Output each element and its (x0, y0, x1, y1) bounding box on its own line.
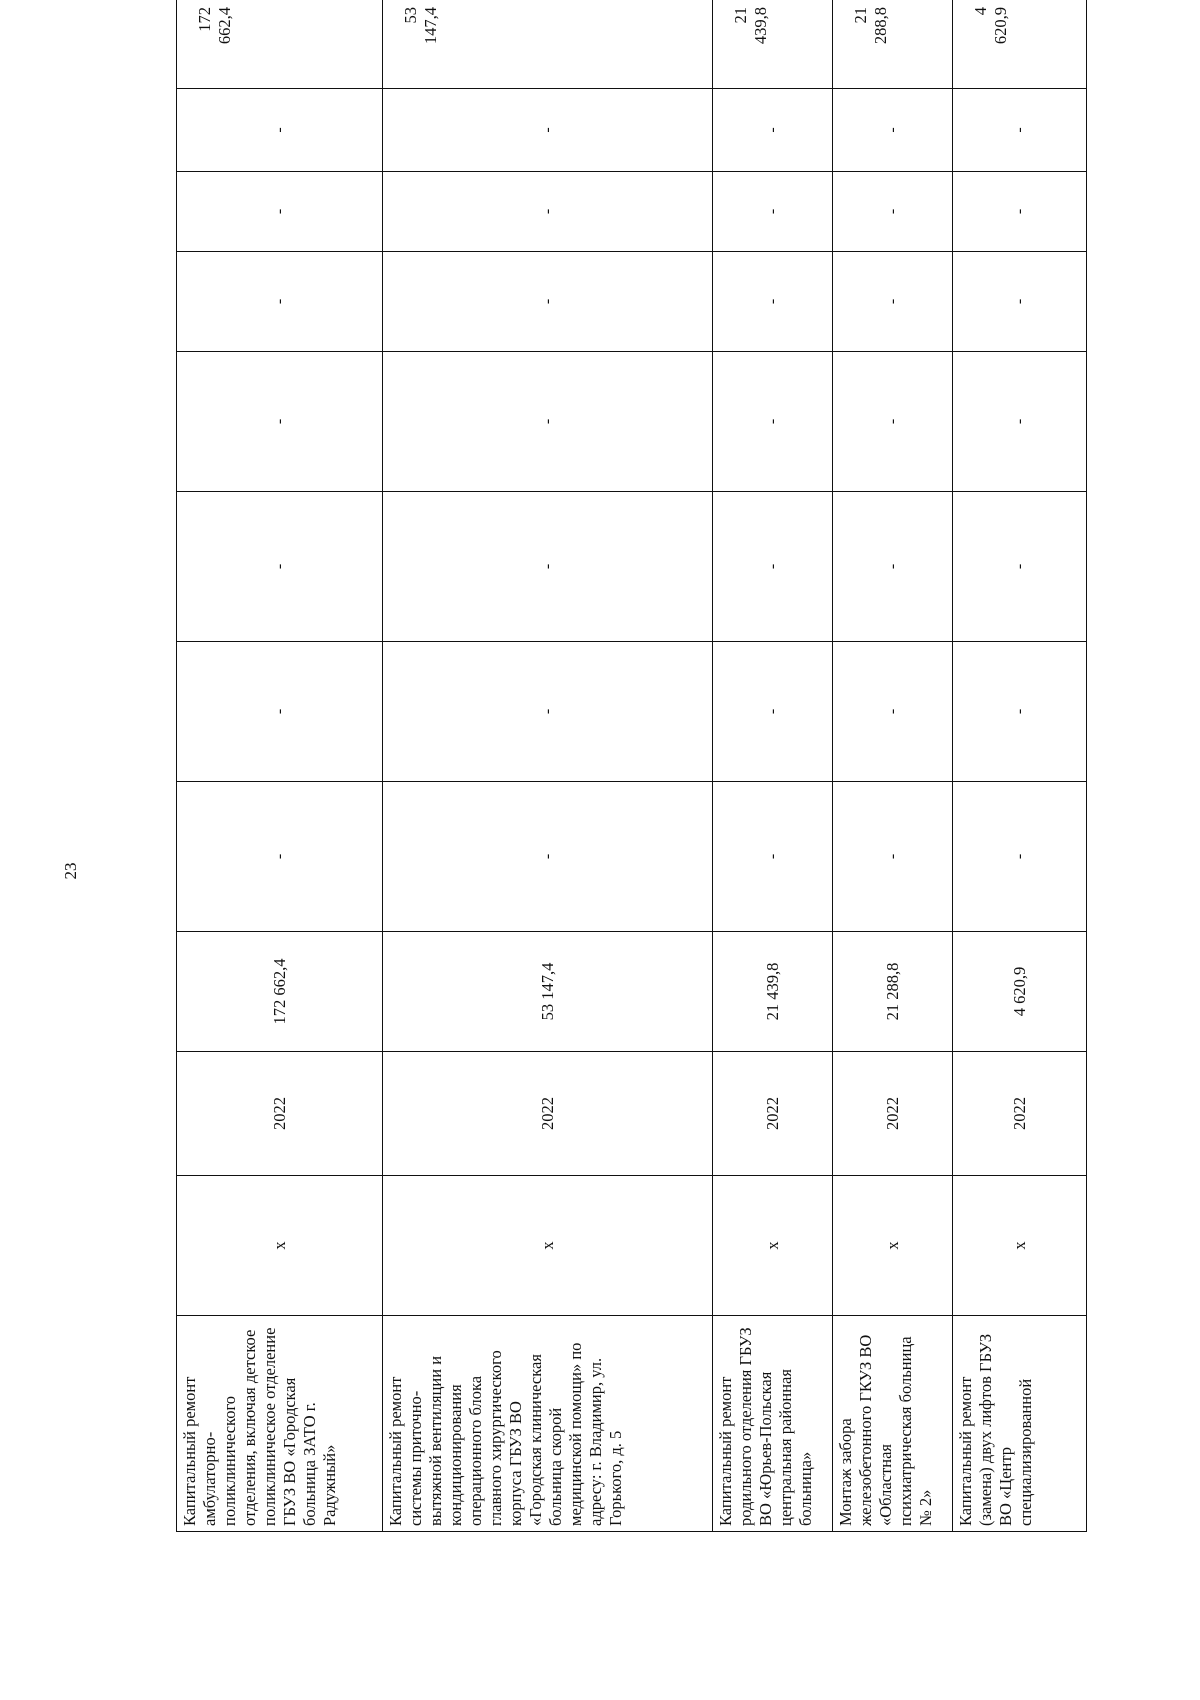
dash-cell: - (953, 782, 1087, 932)
mark-cell: x (177, 1176, 383, 1316)
table-row (833, 0, 953, 1532)
amount-cell: 172 662,4 (177, 932, 383, 1052)
total-line-2: 439,8 (751, 7, 770, 45)
year-cell: 2022 (383, 1052, 713, 1176)
total-line-1: 4 (971, 7, 990, 16)
table-frame (176, 7, 1086, 1532)
dash-cell: - (383, 352, 713, 492)
dash-cell: - (833, 782, 953, 932)
total-cell (383, 0, 713, 89)
total-line-2: 620,9 (991, 7, 1010, 45)
dash-cell: - (833, 172, 953, 252)
mark-cell: x (383, 1176, 713, 1316)
total-cell (833, 0, 953, 89)
dash-cell: - (833, 642, 953, 782)
total-line-2: 288,8 (871, 7, 890, 45)
dash-cell: - (713, 642, 833, 782)
dash-cell: - (833, 89, 953, 172)
dash-cell: - (833, 252, 953, 352)
dash-cell: - (383, 782, 713, 932)
dash-cell: - (953, 172, 1087, 252)
table-row (713, 0, 833, 1532)
dash-cell: - (177, 252, 383, 352)
year-cell: 2022 (953, 1052, 1087, 1176)
dash-cell: - (177, 642, 383, 782)
total-line-2: 147,4 (421, 7, 440, 45)
object-name-cell: Капитальный ремонт (замена) двух лифтов ГБУЗ ВО «Центр специализированной (953, 1316, 1087, 1532)
mark-cell: x (953, 1176, 1087, 1316)
dash-cell: - (383, 252, 713, 352)
dash-cell: - (383, 642, 713, 782)
year-cell: 2022 (713, 1052, 833, 1176)
object-name-cell: Монтаж забора железобетонного ГКУЗ ВО «Областная психиатрическая больница № 2» (833, 1316, 953, 1532)
total-line-1: 53 (401, 7, 420, 24)
dash-cell: - (177, 492, 383, 642)
dash-cell: - (177, 352, 383, 492)
total-cell (177, 0, 383, 89)
dash-cell: - (383, 492, 713, 642)
dash-cell: - (713, 782, 833, 932)
page-number: 23 (61, 862, 80, 880)
dash-cell: - (953, 252, 1087, 352)
table-row (953, 0, 1087, 1532)
dash-cell: - (953, 492, 1087, 642)
mark-cell: x (713, 1176, 833, 1316)
total-line-2: 662,4 (215, 7, 234, 45)
dash-cell: - (177, 172, 383, 252)
dash-cell: - (713, 172, 833, 252)
dash-cell: - (713, 89, 833, 172)
dash-cell: - (177, 89, 383, 172)
dash-cell: - (713, 492, 833, 642)
amount-cell: 4 620,9 (953, 932, 1087, 1052)
dash-cell: - (833, 492, 953, 642)
dash-cell: - (713, 352, 833, 492)
mark-cell: x (833, 1176, 953, 1316)
total-line-1: 172 (195, 7, 214, 32)
total-line-1: 21 (731, 7, 750, 24)
object-name-cell: Капитальный ремонт системы приточно-вытяжной вентиляции и кондиционирования операционного блока главного хирургического корпуса ГБУЗ ВО «Городская клиническая больница скорой медицинской помощи» по адресу: г. Владимир, ул. Горького, д. 5 (383, 1316, 713, 1532)
dash-cell: - (953, 642, 1087, 782)
table-row (383, 0, 713, 1532)
dash-cell: - (177, 782, 383, 932)
dash-cell: - (833, 352, 953, 492)
dash-cell: - (383, 89, 713, 172)
amount-cell: 53 147,4 (383, 932, 713, 1052)
amount-cell: 21 288,8 (833, 932, 953, 1052)
total-cell (953, 0, 1087, 89)
dash-cell: - (383, 172, 713, 252)
dash-cell: - (953, 89, 1087, 172)
amount-cell: 21 439,8 (713, 932, 833, 1052)
year-cell: 2022 (177, 1052, 383, 1176)
total-cell (713, 0, 833, 89)
table-row (177, 0, 383, 1532)
total-line-1: 21 (851, 7, 870, 24)
object-name-cell: Капитальный ремонт амбулаторно-поликлинического отделения, включая детское поликлиническое отделение ГБУЗ ВО «Городская больница ЗАТО г. Радужный» (177, 1316, 383, 1532)
dash-cell: - (953, 352, 1087, 492)
budget-table (176, 0, 1087, 1532)
object-name-cell: Капитальный ремонт родильного отделения ГБУЗ ВО «Юрьев-Польская центральная районная больница» (713, 1316, 833, 1532)
dash-cell: - (713, 252, 833, 352)
year-cell: 2022 (833, 1052, 953, 1176)
